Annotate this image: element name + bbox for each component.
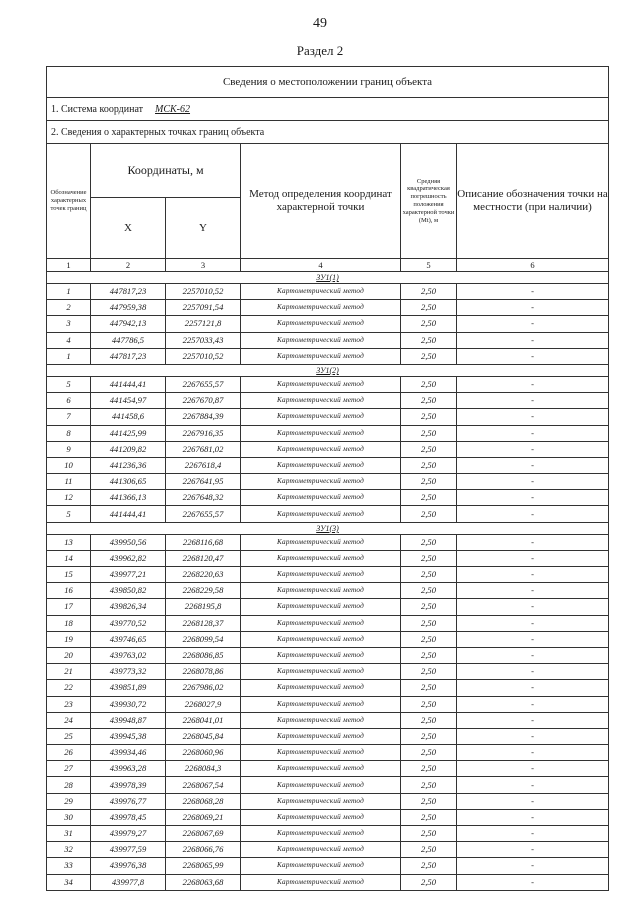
point-description: -	[457, 826, 609, 842]
point-x: 447786,5	[91, 332, 166, 348]
point-number: 25	[47, 728, 91, 744]
point-y: 2268068,28	[166, 793, 241, 809]
header-x: X	[91, 198, 166, 259]
point-y: 2257091,54	[166, 300, 241, 316]
point-accuracy: 2,50	[401, 490, 457, 506]
point-number: 22	[47, 680, 91, 696]
point-method: Картометрический метод	[241, 647, 401, 663]
point-y: 2268065,99	[166, 858, 241, 874]
point-y: 2268045,84	[166, 728, 241, 744]
point-method: Картометрический метод	[241, 316, 401, 332]
points-heading: 2. Сведения о характерных точках границ объекта	[47, 121, 609, 144]
header-point-id: Обозначение характерных точек границ	[47, 144, 91, 259]
point-x: 439978,39	[91, 777, 166, 793]
point-number: 33	[47, 858, 91, 874]
point-x: 439746,65	[91, 631, 166, 647]
point-y: 2268120,47	[166, 550, 241, 566]
point-number: 27	[47, 761, 91, 777]
point-description: -	[457, 393, 609, 409]
column-number: 1	[47, 259, 91, 272]
column-number: 6	[457, 259, 609, 272]
column-number: 2	[91, 259, 166, 272]
point-x: 441444,41	[91, 376, 166, 392]
point-accuracy: 2,50	[401, 534, 457, 550]
point-x: 439950,56	[91, 534, 166, 550]
table-row	[47, 534, 609, 550]
point-accuracy: 2,50	[401, 506, 457, 522]
point-method: Картометрический метод	[241, 567, 401, 583]
point-accuracy: 2,50	[401, 376, 457, 392]
point-description: -	[457, 441, 609, 457]
point-y: 2268069,21	[166, 809, 241, 825]
point-y: 2267655,57	[166, 506, 241, 522]
point-number: 5	[47, 376, 91, 392]
point-x: 439850,82	[91, 583, 166, 599]
point-y: 2268116,68	[166, 534, 241, 550]
point-number: 28	[47, 777, 91, 793]
point-x: 439976,38	[91, 858, 166, 874]
point-y: 2267681,02	[166, 441, 241, 457]
point-method: Картометрический метод	[241, 490, 401, 506]
point-number: 18	[47, 615, 91, 631]
point-method: Картометрический метод	[241, 300, 401, 316]
point-description: -	[457, 284, 609, 300]
table-row	[47, 728, 609, 744]
point-y: 2267618,4	[166, 457, 241, 473]
table-row	[47, 567, 609, 583]
point-method: Картометрический метод	[241, 793, 401, 809]
point-x: 439826,34	[91, 599, 166, 615]
point-description: -	[457, 874, 609, 890]
column-number: 5	[401, 259, 457, 272]
table-row	[47, 664, 609, 680]
table-row	[47, 300, 609, 316]
point-accuracy: 2,50	[401, 664, 457, 680]
table-row	[47, 550, 609, 566]
point-accuracy: 2,50	[401, 441, 457, 457]
point-y: 2267641,95	[166, 474, 241, 490]
point-y: 2267648,32	[166, 490, 241, 506]
page-number: 49	[313, 16, 327, 31]
point-description: -	[457, 348, 609, 364]
point-method: Картометрический метод	[241, 631, 401, 647]
point-y: 2268086,85	[166, 647, 241, 663]
point-number: 1	[47, 284, 91, 300]
point-description: -	[457, 300, 609, 316]
point-description: -	[457, 550, 609, 566]
table-row	[47, 809, 609, 825]
point-description: -	[457, 615, 609, 631]
table-row	[47, 761, 609, 777]
point-number: 1	[47, 348, 91, 364]
group-row	[47, 364, 609, 376]
point-y: 2268060,96	[166, 745, 241, 761]
point-number: 26	[47, 745, 91, 761]
point-description: -	[457, 583, 609, 599]
point-x: 441236,36	[91, 457, 166, 473]
point-accuracy: 2,50	[401, 631, 457, 647]
table-row	[47, 425, 609, 441]
table-row	[47, 316, 609, 332]
point-method: Картометрический метод	[241, 376, 401, 392]
table-row	[47, 680, 609, 696]
table-row	[47, 599, 609, 615]
point-x: 439977,59	[91, 842, 166, 858]
point-x: 439977,21	[91, 567, 166, 583]
point-number: 7	[47, 409, 91, 425]
point-method: Картометрический метод	[241, 761, 401, 777]
point-method: Картометрический метод	[241, 348, 401, 364]
coord-system-value: МСК-62	[155, 103, 191, 115]
point-method: Картометрический метод	[241, 728, 401, 744]
point-x: 439851,89	[91, 680, 166, 696]
point-number: 23	[47, 696, 91, 712]
point-accuracy: 2,50	[401, 777, 457, 793]
point-number: 21	[47, 664, 91, 680]
table-row	[47, 826, 609, 842]
table-row	[47, 874, 609, 890]
table-banner: Сведения о местоположении границ объекта	[47, 67, 609, 98]
point-description: -	[457, 680, 609, 696]
point-number: 31	[47, 826, 91, 842]
point-description: -	[457, 534, 609, 550]
point-y: 2268195,8	[166, 599, 241, 615]
point-method: Картометрический метод	[241, 457, 401, 473]
table-row	[47, 777, 609, 793]
header-method: Метод определения координат характерной точки	[241, 144, 401, 259]
point-accuracy: 2,50	[401, 316, 457, 332]
header-coords: Координаты, м	[91, 144, 241, 198]
point-description: -	[457, 506, 609, 522]
point-accuracy: 2,50	[401, 696, 457, 712]
point-description: -	[457, 631, 609, 647]
point-y: 2267884,39	[166, 409, 241, 425]
point-x: 447959,38	[91, 300, 166, 316]
point-accuracy: 2,50	[401, 712, 457, 728]
point-x: 439978,45	[91, 809, 166, 825]
table-row	[47, 284, 609, 300]
point-method: Картометрический метод	[241, 696, 401, 712]
point-number: 4	[47, 332, 91, 348]
point-method: Картометрический метод	[241, 826, 401, 842]
point-number: 5	[47, 506, 91, 522]
point-method: Картометрический метод	[241, 599, 401, 615]
point-x: 439930,72	[91, 696, 166, 712]
point-y: 2268067,69	[166, 826, 241, 842]
table-row	[47, 858, 609, 874]
table-row	[47, 696, 609, 712]
point-method: Картометрический метод	[241, 777, 401, 793]
point-y: 2268063,68	[166, 874, 241, 890]
point-method: Картометрический метод	[241, 858, 401, 874]
header-description: Описание обозначения точки на местности (при наличии)	[457, 144, 609, 259]
point-number: 20	[47, 647, 91, 663]
point-x: 441425,99	[91, 425, 166, 441]
point-accuracy: 2,50	[401, 680, 457, 696]
point-x: 439963,28	[91, 761, 166, 777]
boundary-table	[46, 66, 609, 891]
table-row	[47, 490, 609, 506]
point-method: Картометрический метод	[241, 712, 401, 728]
point-y: 2268067,54	[166, 777, 241, 793]
point-number: 16	[47, 583, 91, 599]
group-row	[47, 272, 609, 284]
point-x: 439948,87	[91, 712, 166, 728]
point-accuracy: 2,50	[401, 348, 457, 364]
point-y: 2257010,52	[166, 284, 241, 300]
table-row	[47, 348, 609, 364]
group-title: ЗУ1(1)	[47, 272, 609, 284]
point-accuracy: 2,50	[401, 300, 457, 316]
point-accuracy: 2,50	[401, 647, 457, 663]
point-accuracy: 2,50	[401, 728, 457, 744]
point-accuracy: 2,50	[401, 858, 457, 874]
point-number: 19	[47, 631, 91, 647]
point-y: 2268220,63	[166, 567, 241, 583]
point-method: Картометрический метод	[241, 615, 401, 631]
point-number: 24	[47, 712, 91, 728]
point-number: 10	[47, 457, 91, 473]
table-row	[47, 332, 609, 348]
point-description: -	[457, 793, 609, 809]
point-accuracy: 2,50	[401, 793, 457, 809]
table-row	[47, 457, 609, 473]
point-description: -	[457, 490, 609, 506]
point-x: 441306,65	[91, 474, 166, 490]
point-number: 17	[47, 599, 91, 615]
point-x: 439962,82	[91, 550, 166, 566]
point-x: 441366,13	[91, 490, 166, 506]
group-row	[47, 522, 609, 534]
point-y: 2268066,76	[166, 842, 241, 858]
point-method: Картометрический метод	[241, 745, 401, 761]
point-number: 6	[47, 393, 91, 409]
point-method: Картометрический метод	[241, 425, 401, 441]
table-row	[47, 745, 609, 761]
point-x: 439773,32	[91, 664, 166, 680]
point-method: Картометрический метод	[241, 550, 401, 566]
point-x: 439976,77	[91, 793, 166, 809]
point-method: Картометрический метод	[241, 474, 401, 490]
point-description: -	[457, 647, 609, 663]
table-row	[47, 842, 609, 858]
point-accuracy: 2,50	[401, 615, 457, 631]
point-description: -	[457, 712, 609, 728]
point-method: Картометрический метод	[241, 441, 401, 457]
point-number: 34	[47, 874, 91, 890]
point-method: Картометрический метод	[241, 680, 401, 696]
point-number: 29	[47, 793, 91, 809]
point-x: 441454,97	[91, 393, 166, 409]
point-y: 2268099,54	[166, 631, 241, 647]
point-description: -	[457, 316, 609, 332]
point-y: 2268078,86	[166, 664, 241, 680]
point-method: Картометрический метод	[241, 284, 401, 300]
point-y: 2268128,37	[166, 615, 241, 631]
point-accuracy: 2,50	[401, 809, 457, 825]
point-number: 3	[47, 316, 91, 332]
table-row	[47, 393, 609, 409]
point-accuracy: 2,50	[401, 457, 457, 473]
group-title: ЗУ1(2)	[47, 364, 609, 376]
point-method: Картометрический метод	[241, 409, 401, 425]
point-method: Картометрический метод	[241, 332, 401, 348]
point-y: 2268041,01	[166, 712, 241, 728]
point-description: -	[457, 332, 609, 348]
point-y: 2267670,87	[166, 393, 241, 409]
point-number: 30	[47, 809, 91, 825]
point-description: -	[457, 664, 609, 680]
point-description: -	[457, 809, 609, 825]
point-y: 2268027,9	[166, 696, 241, 712]
point-y: 2267986,02	[166, 680, 241, 696]
point-y: 2268084,3	[166, 761, 241, 777]
section-title: Раздел 2	[296, 43, 344, 58]
point-method: Картометрический метод	[241, 583, 401, 599]
point-accuracy: 2,50	[401, 761, 457, 777]
point-description: -	[457, 696, 609, 712]
point-y: 2267916,35	[166, 425, 241, 441]
point-x: 439979,27	[91, 826, 166, 842]
point-number: 2	[47, 300, 91, 316]
point-x: 441458,6	[91, 409, 166, 425]
table-row	[47, 441, 609, 457]
table-row	[47, 506, 609, 522]
point-accuracy: 2,50	[401, 474, 457, 490]
point-x: 447817,23	[91, 284, 166, 300]
column-number: 4	[241, 259, 401, 272]
group-title: ЗУ1(3)	[47, 522, 609, 534]
table-row	[47, 647, 609, 663]
point-number: 8	[47, 425, 91, 441]
point-description: -	[457, 457, 609, 473]
point-accuracy: 2,50	[401, 409, 457, 425]
point-accuracy: 2,50	[401, 874, 457, 890]
point-description: -	[457, 842, 609, 858]
header-y: Y	[166, 198, 241, 259]
point-description: -	[457, 599, 609, 615]
table-row	[47, 615, 609, 631]
point-description: -	[457, 474, 609, 490]
point-accuracy: 2,50	[401, 550, 457, 566]
point-method: Картометрический метод	[241, 874, 401, 890]
point-accuracy: 2,50	[401, 826, 457, 842]
point-method: Картометрический метод	[241, 534, 401, 550]
point-description: -	[457, 376, 609, 392]
point-y: 2257121,8	[166, 316, 241, 332]
point-number: 9	[47, 441, 91, 457]
point-description: -	[457, 425, 609, 441]
point-x: 439945,38	[91, 728, 166, 744]
point-description: -	[457, 728, 609, 744]
point-accuracy: 2,50	[401, 425, 457, 441]
table-row	[47, 409, 609, 425]
point-accuracy: 2,50	[401, 583, 457, 599]
point-accuracy: 2,50	[401, 842, 457, 858]
coord-system-label: 1. Система координат	[51, 103, 144, 115]
point-y: 2268229,58	[166, 583, 241, 599]
point-method: Картометрический метод	[241, 842, 401, 858]
point-method: Картометрический метод	[241, 506, 401, 522]
point-x: 441444,41	[91, 506, 166, 522]
point-description: -	[457, 777, 609, 793]
point-accuracy: 2,50	[401, 567, 457, 583]
point-number: 32	[47, 842, 91, 858]
column-number: 3	[166, 259, 241, 272]
table-row	[47, 376, 609, 392]
point-x: 439770,52	[91, 615, 166, 631]
table-row	[47, 712, 609, 728]
point-description: -	[457, 409, 609, 425]
point-y: 2257033,43	[166, 332, 241, 348]
point-x: 447942,13	[91, 316, 166, 332]
point-x: 439934,46	[91, 745, 166, 761]
point-accuracy: 2,50	[401, 599, 457, 615]
table-row	[47, 583, 609, 599]
point-accuracy: 2,50	[401, 332, 457, 348]
point-description: -	[457, 745, 609, 761]
table-row	[47, 631, 609, 647]
point-number: 12	[47, 490, 91, 506]
point-method: Картометрический метод	[241, 809, 401, 825]
point-number: 14	[47, 550, 91, 566]
table-row	[47, 793, 609, 809]
point-accuracy: 2,50	[401, 284, 457, 300]
header-accuracy: Средняя квадратическая погрешность положения характерной точки (Mt), м	[401, 144, 457, 259]
point-y: 2267655,57	[166, 376, 241, 392]
point-x: 441209,82	[91, 441, 166, 457]
table-row	[47, 474, 609, 490]
point-accuracy: 2,50	[401, 745, 457, 761]
point-method: Картометрический метод	[241, 393, 401, 409]
point-x: 439977,8	[91, 874, 166, 890]
point-method: Картометрический метод	[241, 664, 401, 680]
point-number: 11	[47, 474, 91, 490]
point-accuracy: 2,50	[401, 393, 457, 409]
point-description: -	[457, 567, 609, 583]
coord-system-row	[47, 98, 609, 121]
point-number: 15	[47, 567, 91, 583]
point-description: -	[457, 858, 609, 874]
point-x: 447817,23	[91, 348, 166, 364]
point-number: 13	[47, 534, 91, 550]
point-description: -	[457, 761, 609, 777]
point-y: 2257010,52	[166, 348, 241, 364]
point-x: 439763,02	[91, 647, 166, 663]
